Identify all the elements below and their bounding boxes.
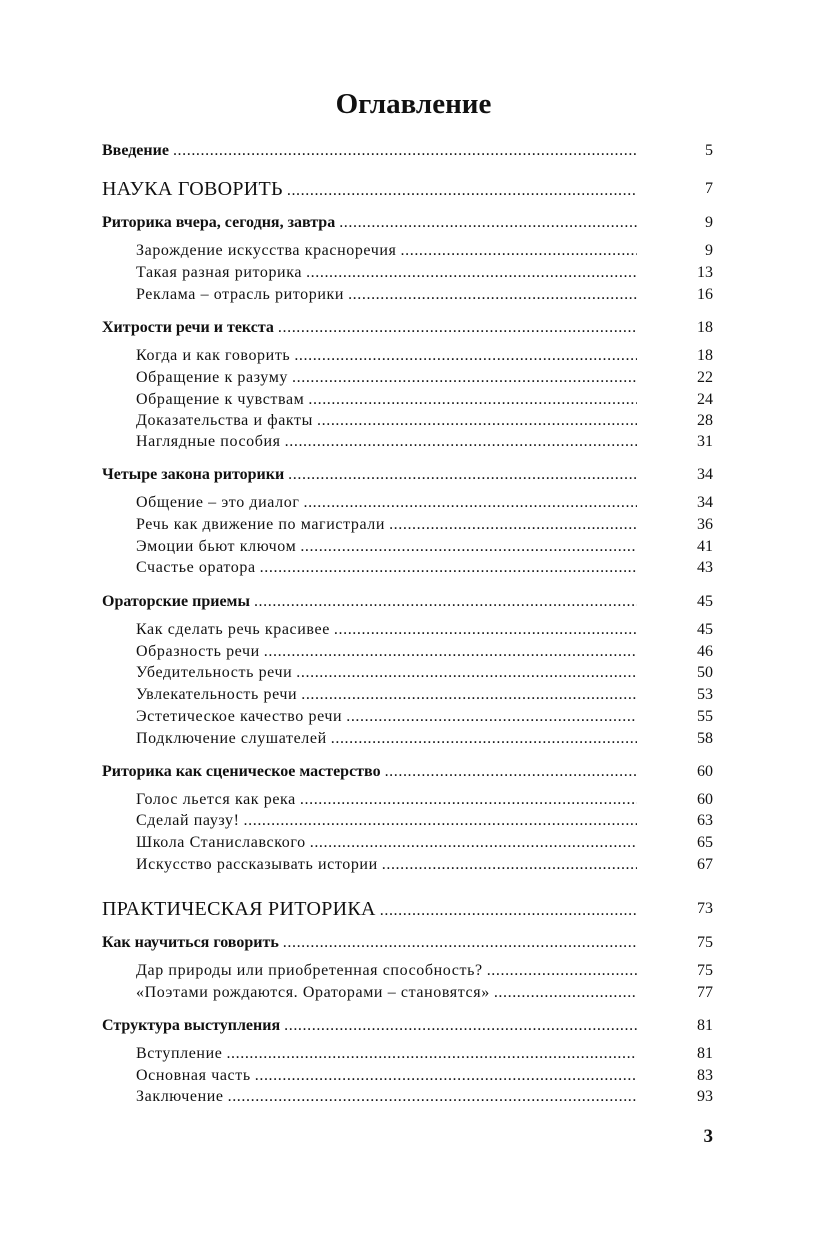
toc-page-number: 45 [697,621,713,638]
toc-page-number: 13 [697,264,713,281]
toc-entry-label: Хитрости речи и текста [102,319,274,336]
toc-entry-label: Счастье оратора [136,559,256,576]
toc-page-number: 36 [697,516,713,533]
page-number: 3 [703,1126,713,1147]
toc-page-number: 65 [697,834,713,851]
toc-entry[interactable] [136,514,637,536]
leader-dots [331,728,637,750]
toc-entry-label: Образность речи [136,643,260,660]
leader-dots [173,140,637,162]
toc-page-number: 77 [697,984,713,1001]
leader-dots [284,1015,637,1037]
leader-dots [287,180,637,202]
leader-dots [300,536,637,558]
leader-dots [382,854,637,876]
toc-entry-label: Вступление [136,1045,223,1062]
toc-entry-label: Сделай паузу! [136,812,240,829]
toc-page-number: 9 [705,214,713,231]
leader-dots [380,900,637,922]
toc-entry[interactable] [136,1086,637,1108]
toc-page-number: 18 [697,347,713,364]
toc-entry[interactable] [136,706,637,728]
toc-page-number: 55 [697,708,713,725]
toc-entry[interactable] [136,1043,637,1065]
toc-entry-label: ПРАКТИЧЕСКАЯ РИТОРИКА [102,898,376,920]
toc-entry-label: Доказательства и факты [136,412,314,429]
leader-dots [226,1043,637,1065]
leader-dots [285,431,637,453]
toc-entry-label: Обращение к разуму [136,369,289,386]
leader-dots [228,1086,637,1108]
toc-entry[interactable] [136,728,637,750]
leader-dots [278,317,637,339]
toc-entry-label: Обращение к чувствам [136,391,305,408]
toc-page-number: 81 [697,1045,713,1062]
toc-page-number: 18 [697,319,713,336]
toc-entry-label: Структура выступления [102,1017,281,1034]
leader-dots [264,641,637,663]
toc-entry-label: «Поэтами рождаются. Ораторами – становятся» [136,984,490,1001]
toc-entry[interactable] [102,898,637,920]
toc-page-number: 31 [697,433,713,450]
toc-entry[interactable] [102,761,637,783]
toc-entry-label: Речь как движение по магистрали [136,516,386,533]
toc-page-number: 9 [705,242,713,259]
page-title: Оглавление [335,88,492,120]
toc-page-number: 16 [697,286,713,303]
toc-entry-label: Школа Станиславского [136,834,306,851]
toc-entry[interactable] [136,619,637,641]
toc-entry[interactable] [136,262,637,284]
leader-dots [288,464,637,486]
toc-entry[interactable] [136,345,637,367]
leader-dots [308,389,637,411]
toc-entry[interactable] [136,492,637,514]
toc-entry[interactable] [102,932,637,954]
toc-entry[interactable] [136,982,637,1004]
toc-page-number: 73 [697,900,713,917]
toc-entry-label: Введение [102,142,169,159]
toc-entry[interactable] [136,662,637,684]
toc-page-number: 83 [697,1067,713,1084]
toc-entry-label: Реклама – отрасль риторики [136,286,345,303]
leader-dots [283,932,637,954]
toc-page-number: 22 [697,369,713,386]
toc-entry-label: Как сделать речь красивее [136,621,330,638]
toc-entry-label: Общение – это диалог [136,494,300,511]
leader-dots [300,789,637,811]
toc-page-number: 46 [697,643,713,660]
toc-entry[interactable] [136,684,637,706]
toc-entry-label: Увлекательность речи [136,686,298,703]
toc-entry[interactable] [136,536,637,558]
leader-dots [254,591,637,613]
toc-entry-label: Голос льется как река [136,791,296,808]
leader-dots [389,514,637,536]
toc-entry[interactable] [136,557,637,579]
toc-entry-label: Когда и как говорить [136,347,291,364]
leader-dots [401,240,637,262]
leader-dots [292,367,637,389]
leader-dots [385,761,637,783]
toc-entry[interactable] [102,317,637,339]
toc-entry[interactable] [136,284,637,306]
toc-page-number: 60 [697,763,713,780]
toc-entry[interactable] [136,367,637,389]
toc-entry-label: Четыре закона риторики [102,466,285,483]
toc-entry[interactable] [102,212,637,234]
toc-entry-label: Как научиться говорить [102,934,279,951]
toc-entry[interactable] [102,591,637,613]
toc-entry[interactable] [136,641,637,663]
toc-entry[interactable] [136,832,637,854]
leader-dots [296,662,637,684]
leader-dots [260,557,637,579]
toc-entry[interactable] [102,178,637,200]
toc-entry-label: Убедительность речи [136,664,293,681]
toc-entry-label: Эмоции бьют ключом [136,538,297,555]
toc-entry[interactable] [102,1015,637,1037]
toc-entry[interactable] [136,389,637,411]
toc-entry-label: Риторика как сценическое мастерство [102,763,381,780]
leader-dots [244,810,637,832]
toc-entry[interactable] [136,1065,637,1087]
toc-entry-label: Искусство рассказывать истории [136,856,378,873]
toc-entry-label: Эстетическое качество речи [136,708,343,725]
toc-page-number: 43 [697,559,713,576]
toc-entry-label: Ораторские приемы [102,593,250,610]
leader-dots [303,492,637,514]
toc-entry-label: НАУКА ГОВОРИТЬ [102,178,283,200]
toc-entry[interactable] [136,854,637,876]
toc-entry[interactable] [136,789,637,811]
toc-page-number: 75 [697,962,713,979]
leader-dots [494,982,637,1004]
leader-dots [339,212,637,234]
toc-entry-label: Наглядные пособия [136,433,281,450]
leader-dots [255,1065,637,1087]
toc-entry-label: Зарождение искусства красноречия [136,242,397,259]
toc-entry[interactable] [102,140,637,162]
toc-entry-label: Основная часть [136,1067,251,1084]
leader-dots [346,706,637,728]
leader-dots [317,410,637,432]
toc-entry[interactable] [136,240,637,262]
leader-dots [310,832,637,854]
toc-page-number: 93 [697,1088,713,1105]
leader-dots [301,684,637,706]
toc-page-number: 58 [697,730,713,747]
toc-page-number: 28 [697,412,713,429]
toc-page-number: 41 [697,538,713,555]
toc-page-number: 7 [705,180,713,197]
toc-page-number: 34 [697,466,713,483]
leader-dots [487,960,637,982]
leader-dots [334,619,637,641]
toc-entry-label: Подключение слушателей [136,730,327,747]
toc-entry[interactable] [136,410,637,432]
toc-entry[interactable] [136,431,637,453]
toc-entry-label: Риторика вчера, сегодня, завтра [102,214,336,231]
toc-page-number: 81 [697,1017,713,1034]
toc-page-number: 45 [697,593,713,610]
toc-page-number: 5 [705,142,713,159]
toc-page-number: 50 [697,664,713,681]
toc-entry-label: Заключение [136,1088,224,1105]
toc-page-number: 75 [697,934,713,951]
toc-page-number: 67 [697,856,713,873]
toc-page-number: 60 [697,791,713,808]
toc-entry[interactable] [136,810,637,832]
leader-dots [294,345,637,367]
toc-entry-label: Дар природы или приобретенная способность? [136,962,483,979]
toc-page-number: 34 [697,494,713,511]
toc-entry[interactable] [136,960,637,982]
leader-dots [348,284,637,306]
toc-page-number: 24 [697,391,713,408]
toc-entry[interactable] [102,464,637,486]
toc-entry-label: Такая разная риторика [136,264,303,281]
leader-dots [306,262,637,284]
toc-page-number: 63 [697,812,713,829]
toc-page-number: 53 [697,686,713,703]
